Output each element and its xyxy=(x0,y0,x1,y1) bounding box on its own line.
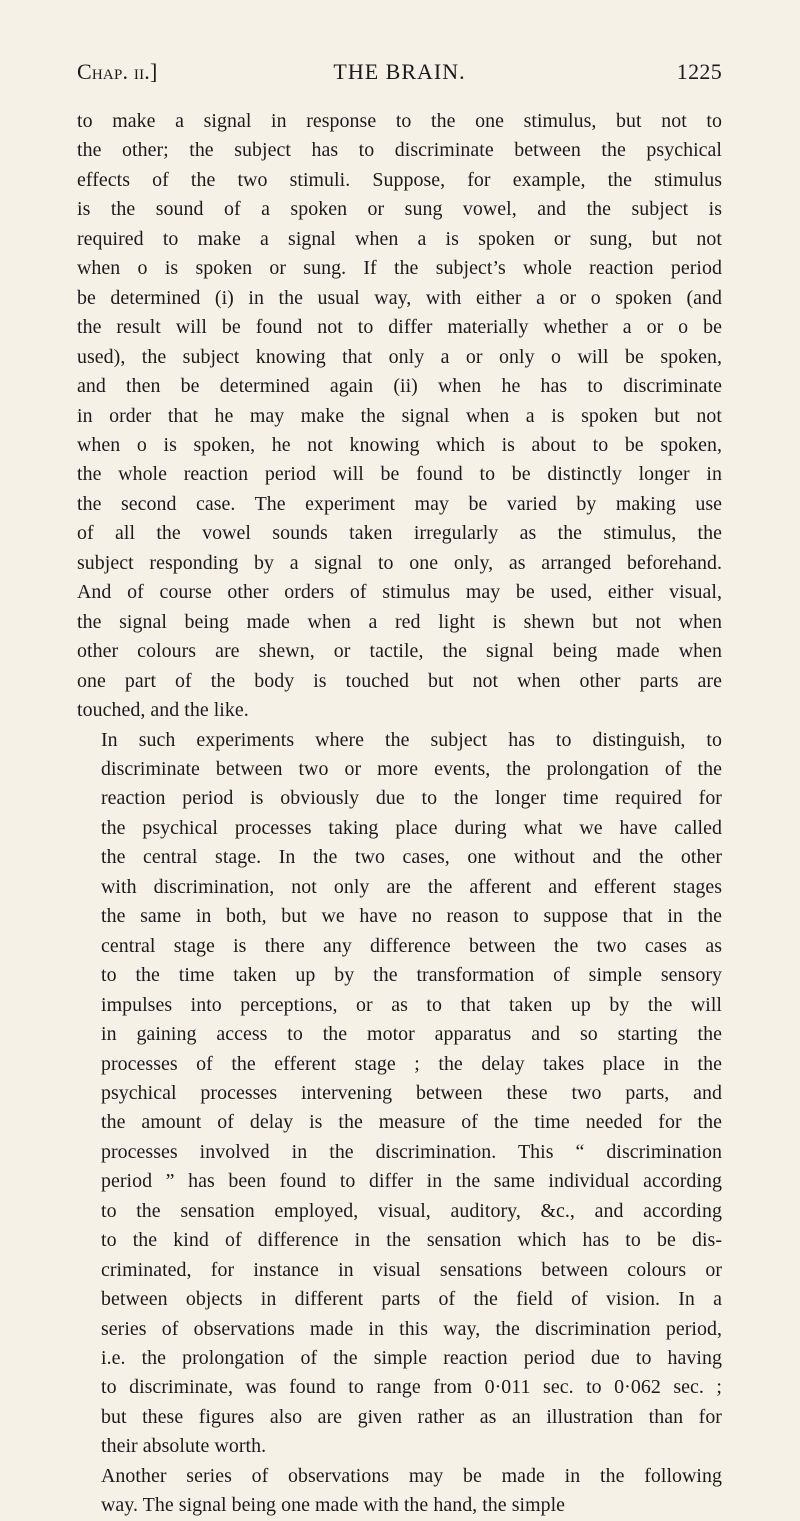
text-line: central stage is there any difference between the two cases as xyxy=(101,934,722,957)
text-line: the whole reaction period will be found to be distinctly longer in xyxy=(77,463,722,486)
text-line: is the sound of a spoken or sung vowel, and the subject is xyxy=(77,198,722,221)
text-line: in order that he may make the signal when a is spoken but not xyxy=(77,404,722,427)
text-line: to discriminate, was found to range from 0·011 sec. to 0·062 sec. ; xyxy=(101,1376,722,1399)
paragraph-1 xyxy=(77,107,722,726)
paragraph-3 xyxy=(77,1462,722,1521)
text-line: discriminate between two or more events, the prolongation of the xyxy=(101,757,722,780)
text-line: i.e. the prolongation of the simple reaction period due to having xyxy=(101,1347,722,1370)
text-line: and then be determined again (ii) when he has to discriminate xyxy=(77,375,722,398)
text-line: with discrimination, not only are the afferent and efferent stages xyxy=(101,875,722,898)
text-line: the same in both, but we have no reason to suppose that in the xyxy=(101,905,722,928)
text-line: the signal being made when a red light is shewn but not when xyxy=(77,610,722,633)
text-line: to the kind of difference in the sensation which has to be dis- xyxy=(101,1229,722,1252)
text-line: the psychical processes taking place during what we have called xyxy=(101,816,722,839)
page-number: 1225 xyxy=(676,59,722,84)
running-title: THE BRAIN. xyxy=(333,59,466,84)
text-line: used), the subject knowing that only a or only o will be spoken, xyxy=(77,345,722,368)
text-line: the central stage. In the two cases, one without and the other xyxy=(101,846,722,869)
chapter-reference: Chap. ii.] xyxy=(77,59,158,84)
paragraph-2 xyxy=(77,726,722,1462)
text-line: reaction period is obviously due to the longer time required for xyxy=(101,787,722,810)
text-line: series of observations made in this way, the discrimination period, xyxy=(101,1317,722,1340)
text-line: when o is spoken, he not knowing which is about to be spoken, xyxy=(77,433,722,456)
text-line: be determined (i) in the usual way, with either a or o spoken (and xyxy=(77,286,722,309)
text-line: And of course other orders of stimulus may be used, either visual, xyxy=(77,581,722,604)
text-line: effects of the two stimuli. Suppose, for example, the stimulus xyxy=(77,168,722,191)
body-text xyxy=(77,107,722,1521)
text-line: when o is spoken or sung. If the subject’s whole reaction period xyxy=(77,257,722,280)
text-line: other colours are shewn, or tactile, the signal being made when xyxy=(77,640,722,663)
text-line: to the time taken up by the transformation of simple sensory xyxy=(101,964,722,987)
text-line: psychical processes intervening between these two parts, and xyxy=(101,1081,722,1104)
text-line: between objects in different parts of the field of vision. In a xyxy=(101,1288,722,1311)
text-line: required to make a signal when a is spoken or sung, but not xyxy=(77,227,722,250)
text-line: the result will be found not to differ materially whether a or o be xyxy=(77,316,722,339)
text-line: processes of the efferent stage ; the delay takes place in the xyxy=(101,1052,722,1075)
text-line: criminated, for instance in visual sensations between colours or xyxy=(101,1258,722,1281)
text-line: In such experiments where the subject has to distinguish, to xyxy=(101,728,722,751)
text-line: Another series of observations may be made in the following xyxy=(101,1464,722,1487)
text-line: but these figures also are given rather as an illustration than for xyxy=(101,1405,722,1428)
text-line: impulses into perceptions, or as to that taken up by the will xyxy=(101,993,722,1016)
text-line: the other; the subject has to discriminate between the psychical xyxy=(77,139,722,162)
text-line: their absolute worth. xyxy=(101,1435,267,1458)
text-line: the amount of delay is the measure of the time needed for the xyxy=(101,1111,722,1134)
text-line: to make a signal in response to the one stimulus, but not to xyxy=(77,110,722,132)
text-line: to the sensation employed, visual, auditory, &c., and according xyxy=(101,1199,722,1222)
text-line: processes involved in the discrimination. This “ discrimination xyxy=(101,1140,722,1163)
text-line: one part of the body is touched but not when other parts are xyxy=(77,669,722,692)
running-head xyxy=(77,50,722,94)
text-line: period ” has been found to differ in the same individual according xyxy=(101,1170,722,1193)
text-line: touched, and the like. xyxy=(77,699,249,722)
text-line: way. The signal being one made with the hand, the simple xyxy=(101,1494,566,1517)
text-line: in gaining access to the motor apparatus and so starting the xyxy=(101,1023,722,1046)
text-line: subject responding by a signal to one only, as arranged beforehand. xyxy=(77,551,722,574)
text-line: the second case. The experiment may be varied by making use xyxy=(77,492,722,515)
text-line: of all the vowel sounds taken irregularly as the stimulus, the xyxy=(77,522,722,545)
